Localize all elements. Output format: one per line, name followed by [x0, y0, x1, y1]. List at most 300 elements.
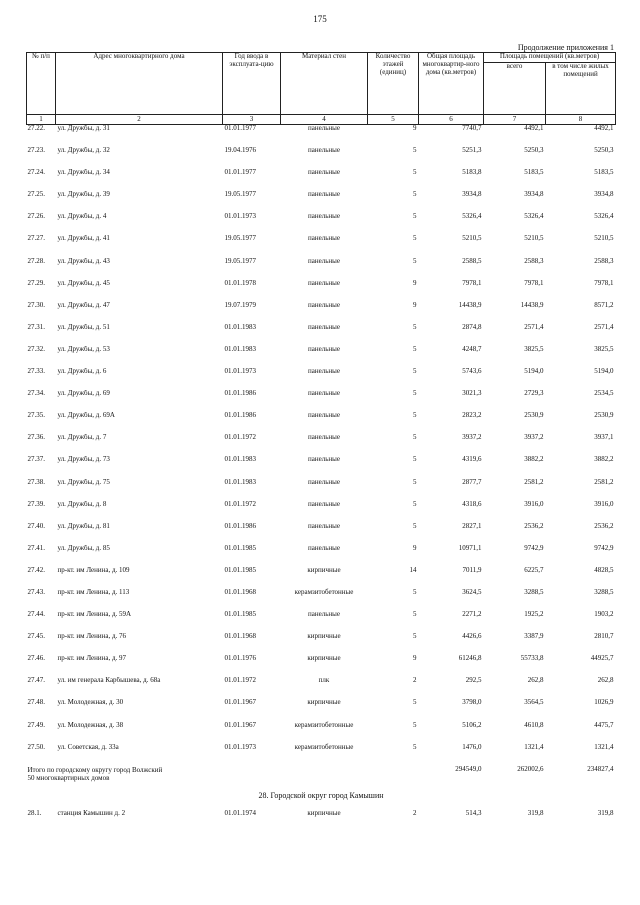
row-total-area: 2271,2 [462, 610, 482, 619]
row-residential-area: 9742,9 [594, 543, 614, 552]
table-row [27, 412, 616, 434]
row-number: 27.35. [27, 411, 45, 420]
row-wall-material: кирпичные [307, 698, 341, 707]
row-total-area: 14438,9 [458, 300, 482, 309]
row-premises-area: 3934,8 [524, 190, 544, 199]
row-residential-area: 7978,1 [594, 278, 614, 287]
row-wall-material: панельные [308, 234, 340, 243]
row-floors: 5 [413, 256, 417, 265]
row-address: ул. Дружбы, д. 47 [57, 301, 110, 309]
table-row [27, 324, 616, 346]
row-wall-material: панельные [308, 190, 340, 199]
row-total-area: 2823,2 [462, 411, 482, 420]
row-floors: 5 [413, 389, 417, 398]
row-address: ул. Дружбы, д. 34 [57, 169, 110, 177]
row-address: ул. Дружбы, д. 32 [57, 147, 110, 155]
row-number: 27.38. [27, 477, 45, 486]
header-premises-residential: в том числе жилых помещений [546, 63, 616, 115]
column-number: 7 [484, 115, 546, 125]
row-residential-area: 2571,4 [594, 322, 614, 331]
row-residential-area: 44925,7 [590, 654, 614, 663]
row-total-area: 2877,7 [462, 477, 482, 486]
row-commission-date: 01.01.1972 [224, 676, 256, 685]
row-premises-area: 2530,9 [524, 411, 544, 420]
row-commission-date: 01.01.1973 [224, 367, 256, 376]
row-address: ул. Дружбы, д. 75 [57, 478, 110, 486]
row-premises-area: 5250,3 [524, 146, 544, 155]
header-premises-all: всего [484, 63, 546, 115]
table-row [27, 611, 616, 633]
table-row [27, 280, 616, 302]
continuation-note: Продолжение приложения 1 [517, 43, 614, 52]
row-number: 27.41. [27, 543, 45, 552]
row-premises-area: 3937,2 [524, 433, 544, 442]
row-total-area: 4426,6 [462, 632, 482, 641]
total-premises-sum: 262002,6 [517, 764, 544, 773]
row-residential-area: 5326,4 [594, 212, 614, 221]
row-residential-area: 5210,5 [594, 234, 614, 243]
row-premises-area: 3288,5 [524, 587, 544, 596]
row-address: ул. Дружбы, д. 69 [57, 390, 110, 398]
table-row [27, 125, 616, 148]
total-label [27, 766, 419, 788]
row-floors: 5 [413, 632, 417, 641]
column-number: 1 [27, 115, 56, 125]
row-number: 27.34. [27, 389, 45, 398]
row-number: 27.22. [27, 124, 45, 132]
row-address: ул. Дружбы, д. 51 [57, 323, 110, 331]
row-address: ул. Дружбы, д. 73 [57, 456, 110, 464]
row-total-area: 3798,0 [462, 698, 482, 707]
row-wall-material: панельные [308, 300, 340, 309]
row-premises-area: 14438,9 [520, 300, 544, 309]
table-row [27, 810, 616, 832]
header-total-area: Общая площадь многоквартир-ного дома (кв.метров) [419, 53, 484, 115]
row-number: 27.32. [27, 344, 45, 353]
row-wall-material: панельные [308, 521, 340, 530]
row-number: 27.33. [27, 367, 45, 376]
row-commission-date: 01.01.1973 [224, 742, 256, 751]
row-premises-area: 7978,1 [524, 278, 544, 287]
row-commission-date: 19.05.1977 [224, 256, 256, 265]
row-commission-date: 01.01.1973 [224, 212, 256, 221]
row-address: ул. Дружбы, д. 81 [57, 522, 110, 530]
table-row [27, 722, 616, 744]
table-row [27, 456, 616, 478]
row-number: 27.43. [27, 587, 45, 596]
row-commission-date: 01.01.1968 [224, 632, 256, 641]
row-commission-date: 19.05.1977 [224, 190, 256, 199]
total-area-sum: 294549,0 [455, 764, 482, 773]
row-address: ул. Дружбы, д. 31 [57, 124, 110, 132]
row-premises-area: 2729,3 [524, 389, 544, 398]
table-row [27, 567, 616, 589]
row-floors: 5 [413, 344, 417, 353]
table-row [27, 699, 616, 721]
table-row [27, 633, 616, 655]
row-wall-material: панельные [308, 124, 340, 132]
row-address: ул. им генерала Карбышева, д. 68а [57, 677, 161, 685]
table-row [27, 191, 616, 213]
row-wall-material: панельные [308, 212, 340, 221]
row-total-area: 292,5 [465, 676, 482, 685]
table-row [27, 677, 616, 699]
table-body-section-28 [27, 810, 616, 832]
row-premises-area: 4492,1 [524, 124, 544, 132]
row-address: ул. Дружбы, д. 85 [57, 544, 110, 552]
row-wall-material: кирпичные [307, 808, 341, 817]
total-row [27, 766, 616, 788]
row-floors: 14 [409, 565, 417, 574]
total-label-line2: 50 многоквартирных домов [27, 774, 110, 783]
row-floors: 5 [413, 477, 417, 486]
row-residential-area: 2534,5 [594, 389, 614, 398]
column-number: 5 [368, 115, 419, 125]
row-total-area: 7740,7 [462, 124, 482, 132]
row-wall-material: панельные [308, 256, 340, 265]
row-wall-material: панельные [308, 389, 340, 398]
row-number: 27.30. [27, 300, 45, 309]
section-title: 28. Городской округ город Камышин [258, 790, 384, 800]
row-commission-date: 01.01.1986 [224, 521, 256, 530]
row-commission-date: 01.01.1976 [224, 654, 256, 663]
row-residential-area: 4475,7 [594, 720, 614, 729]
row-address: ул. Дружбы, д. 41 [57, 235, 110, 243]
row-total-area: 2827,1 [462, 521, 482, 530]
row-address: ул. Дружбы, д. 6 [57, 368, 107, 376]
row-residential-area: 2536,2 [594, 521, 614, 530]
row-number: 27.28. [27, 256, 45, 265]
table-row [27, 589, 616, 611]
row-address: пр-кт. им Ленина, д. 109 [57, 566, 130, 574]
row-floors: 5 [413, 499, 417, 508]
row-premises-area: 1925,2 [524, 610, 544, 619]
row-wall-material: кирпичные [307, 654, 341, 663]
row-premises-area: 5326,4 [524, 212, 544, 221]
row-commission-date: 01.01.1983 [224, 455, 256, 464]
housing-register-table [26, 52, 616, 832]
row-commission-date: 01.01.1985 [224, 543, 256, 552]
row-floors: 5 [413, 433, 417, 442]
row-premises-area: 3387,9 [524, 632, 544, 641]
row-total-area: 2874,8 [462, 322, 482, 331]
row-address: ул. Дружбы, д. 4 [57, 213, 107, 221]
row-floors: 5 [413, 587, 417, 596]
row-floors: 5 [413, 190, 417, 199]
row-address: пр-кт. им Ленина, д. 59А [57, 611, 132, 619]
row-number: 27.46. [27, 654, 45, 663]
row-address: ул. Дружбы, д. 8 [57, 500, 107, 508]
row-commission-date: 01.01.1968 [224, 587, 256, 596]
row-floors: 5 [413, 698, 417, 707]
row-address: ул. Дружбы, д. 45 [57, 279, 110, 287]
table-row [27, 744, 616, 766]
table-body [27, 125, 616, 766]
row-premises-area: 4610,8 [524, 720, 544, 729]
table-row [27, 368, 616, 390]
row-commission-date: 01.01.1977 [224, 168, 256, 177]
table-row [27, 213, 616, 235]
row-wall-material: керамзитобетонные [294, 720, 354, 729]
row-commission-date: 01.01.1977 [224, 124, 256, 132]
row-number: 28.1. [27, 808, 42, 817]
table-row [27, 169, 616, 191]
row-floors: 5 [413, 367, 417, 376]
row-commission-date: 01.01.1985 [224, 565, 256, 574]
row-premises-area: 3564,5 [524, 698, 544, 707]
row-number: 27.29. [27, 278, 45, 287]
row-floors: 9 [413, 124, 417, 132]
row-commission-date: 01.01.1974 [224, 808, 256, 817]
row-number: 27.24. [27, 168, 45, 177]
table-row [27, 479, 616, 501]
row-commission-date: 01.01.1978 [224, 278, 256, 287]
row-wall-material: панельные [308, 168, 340, 177]
row-wall-material: панельные [308, 322, 340, 331]
row-commission-date: 01.01.1986 [224, 389, 256, 398]
row-floors: 5 [413, 610, 417, 619]
row-residential-area: 2530,9 [594, 411, 614, 420]
row-wall-material: кирпичные [307, 565, 341, 574]
row-floors: 5 [413, 322, 417, 331]
row-total-area: 4319,6 [462, 455, 482, 464]
row-premises-area: 9742,9 [524, 543, 544, 552]
row-total-area: 3934,8 [462, 190, 482, 199]
row-premises-area: 3882,2 [524, 455, 544, 464]
row-premises-area: 1321,4 [524, 742, 544, 751]
row-commission-date: 01.01.1983 [224, 477, 256, 486]
row-commission-date: 01.01.1967 [224, 698, 256, 707]
row-address: пр-кт. им Ленина, д. 76 [57, 633, 127, 641]
row-number: 27.48. [27, 698, 45, 707]
row-total-area: 1476,0 [462, 742, 482, 751]
table-row [27, 147, 616, 169]
row-wall-material: панельные [308, 278, 340, 287]
row-address: ул. Дружбы, д. 53 [57, 345, 110, 353]
row-wall-material: панельные [308, 477, 340, 486]
page-number: 175 [313, 14, 327, 24]
header-year: Год ввода в эксплуата-цию [223, 53, 281, 115]
row-number: 27.27. [27, 234, 45, 243]
row-total-area: 5326,4 [462, 212, 482, 221]
row-residential-area: 2810,7 [594, 632, 614, 641]
table-row [27, 302, 616, 324]
row-number: 27.36. [27, 433, 45, 442]
row-number: 27.37. [27, 455, 45, 464]
table-row [27, 258, 616, 280]
row-floors: 9 [413, 278, 417, 287]
row-premises-area: 2536,2 [524, 521, 544, 530]
row-total-area: 4318,6 [462, 499, 482, 508]
row-premises-area: 3825,5 [524, 344, 544, 353]
table-row [27, 235, 616, 257]
row-premises-area: 5183,5 [524, 168, 544, 177]
row-floors: 9 [413, 654, 417, 663]
row-commission-date: 01.01.1972 [224, 433, 256, 442]
column-number: 6 [419, 115, 484, 125]
row-wall-material: керамзитобетонные [294, 742, 354, 751]
row-number: 27.26. [27, 212, 45, 221]
row-residential-area: 1026,9 [594, 698, 614, 707]
row-residential-area: 5194,0 [594, 367, 614, 376]
row-total-area: 514,3 [465, 808, 482, 817]
row-residential-area: 5183,5 [594, 168, 614, 177]
row-premises-area: 3916,0 [524, 499, 544, 508]
row-residential-area: 3288,5 [594, 587, 614, 596]
column-number: 3 [223, 115, 281, 125]
row-commission-date: 01.01.1983 [224, 322, 256, 331]
row-premises-area: 6225,7 [524, 565, 544, 574]
row-total-area: 3937,2 [462, 433, 482, 442]
row-residential-area: 5250,3 [594, 146, 614, 155]
row-floors: 5 [413, 720, 417, 729]
row-number: 27.31. [27, 322, 45, 331]
row-floors: 5 [413, 455, 417, 464]
row-residential-area: 2588,3 [594, 256, 614, 265]
row-total-area: 61246,8 [458, 654, 482, 663]
row-wall-material: плк [318, 676, 330, 685]
row-number: 27.50. [27, 742, 45, 751]
table-row [27, 523, 616, 545]
column-number: 2 [56, 115, 223, 125]
header-floors: Количество этажей (единиц) [368, 53, 419, 115]
table-row [27, 501, 616, 523]
row-floors: 5 [413, 168, 417, 177]
row-number: 27.45. [27, 632, 45, 641]
row-address: ул. Дружбы, д. 39 [57, 191, 110, 199]
row-wall-material: панельные [308, 610, 340, 619]
header-address: Адрес многоквартирного дома [56, 53, 223, 115]
table-row [27, 390, 616, 412]
row-floors: 5 [413, 742, 417, 751]
row-premises-area: 5210,5 [524, 234, 544, 243]
row-residential-area: 3934,8 [594, 190, 614, 199]
row-wall-material: панельные [308, 433, 340, 442]
table-row [27, 545, 616, 567]
row-address: ул. Молодежная, д. 38 [57, 721, 124, 729]
row-total-area: 2588,5 [462, 256, 482, 265]
row-total-area: 5210,5 [462, 234, 482, 243]
row-address: пр-кт. им Ленина, д. 97 [57, 655, 127, 663]
row-wall-material: панельные [308, 146, 340, 155]
row-residential-area: 4492,1 [594, 124, 614, 132]
row-address: ул. Дружбы, д. 69А [57, 412, 115, 420]
row-total-area: 7011,9 [462, 565, 482, 574]
row-wall-material: панельные [308, 367, 340, 376]
row-premises-area: 319,8 [527, 808, 544, 817]
row-premises-area: 55733,8 [520, 654, 544, 663]
row-commission-date: 01.01.1972 [224, 499, 256, 508]
row-floors: 2 [413, 676, 417, 685]
row-residential-area: 3882,2 [594, 455, 614, 464]
row-total-area: 3021,3 [462, 389, 482, 398]
row-residential-area: 3825,5 [594, 344, 614, 353]
summary-section [27, 766, 616, 810]
row-residential-area: 3916,0 [594, 499, 614, 508]
table-header [27, 53, 616, 125]
row-floors: 5 [413, 234, 417, 243]
total-residential-sum: 234827,4 [587, 764, 614, 773]
table-row [27, 434, 616, 456]
row-total-area: 5251,3 [462, 146, 482, 155]
row-residential-area: 319,8 [597, 808, 614, 817]
row-total-area: 5743,6 [462, 367, 482, 376]
row-address: станция Камышин д. 2 [57, 809, 126, 817]
row-commission-date: 19.04.1976 [224, 146, 256, 155]
row-wall-material: панельные [308, 543, 340, 552]
header-material: Материал стен [281, 53, 368, 115]
column-number: 4 [281, 115, 368, 125]
row-number: 27.40. [27, 521, 45, 530]
row-premises-area: 5194,0 [524, 367, 544, 376]
row-floors: 5 [413, 411, 417, 420]
table-row [27, 655, 616, 677]
row-commission-date: 01.01.1983 [224, 344, 256, 353]
column-number: 8 [546, 115, 616, 125]
row-wall-material: панельные [308, 455, 340, 464]
row-number: 27.42. [27, 565, 45, 574]
row-commission-date: 01.01.1985 [224, 610, 256, 619]
row-total-area: 3624,5 [462, 587, 482, 596]
row-residential-area: 262,8 [597, 676, 614, 685]
total-label-line1: Итого по городскому округу город Волжский [27, 765, 163, 774]
row-commission-date: 19.05.1977 [224, 234, 256, 243]
row-address: ул. Молодежная, д. 30 [57, 699, 124, 707]
row-residential-area: 1903,2 [594, 610, 614, 619]
row-address: пр-кт. им Ленина, д. 113 [57, 588, 130, 596]
row-premises-area: 262,8 [527, 676, 544, 685]
row-residential-area: 8571,2 [594, 300, 614, 309]
row-residential-area: 4828,5 [594, 565, 614, 574]
row-floors: 9 [413, 543, 417, 552]
header-premises-area: Площадь помещений (кв.метров) [484, 53, 616, 63]
row-total-area: 10971,1 [458, 543, 482, 552]
row-commission-date: 01.01.1967 [224, 720, 256, 729]
row-commission-date: 19.07.1979 [224, 300, 256, 309]
row-total-area: 7978,1 [462, 278, 482, 287]
row-number: 27.49. [27, 720, 45, 729]
row-number: 27.23. [27, 146, 45, 155]
header-number: № п/п [27, 53, 56, 115]
row-address: ул. Советская, д. 33а [57, 743, 119, 751]
row-wall-material: керамзитобетонные [294, 587, 354, 596]
row-number: 27.47. [27, 676, 45, 685]
row-wall-material: кирпичные [307, 632, 341, 641]
column-numbers-row [27, 115, 616, 125]
section-row [27, 788, 616, 804]
row-number: 27.39. [27, 499, 45, 508]
row-residential-area: 1321,4 [594, 742, 614, 751]
row-floors: 5 [413, 521, 417, 530]
row-residential-area: 3937,1 [594, 433, 614, 442]
row-total-area: 5183,8 [462, 168, 482, 177]
row-premises-area: 2581,2 [524, 477, 544, 486]
row-floors: 5 [413, 212, 417, 221]
row-total-area: 4248,7 [462, 344, 482, 353]
row-floors: 5 [413, 146, 417, 155]
row-number: 27.25. [27, 190, 45, 199]
row-total-area: 5106,2 [462, 720, 482, 729]
row-premises-area: 2588,3 [524, 256, 544, 265]
row-number: 27.44. [27, 610, 45, 619]
row-wall-material: панельные [308, 411, 340, 420]
row-wall-material: панельные [308, 344, 340, 353]
row-wall-material: панельные [308, 499, 340, 508]
row-commission-date: 01.01.1986 [224, 411, 256, 420]
row-address: ул. Дружбы, д. 43 [57, 257, 110, 265]
row-premises-area: 2571,4 [524, 322, 544, 331]
row-address: ул. Дружбы, д. 7 [57, 434, 107, 442]
